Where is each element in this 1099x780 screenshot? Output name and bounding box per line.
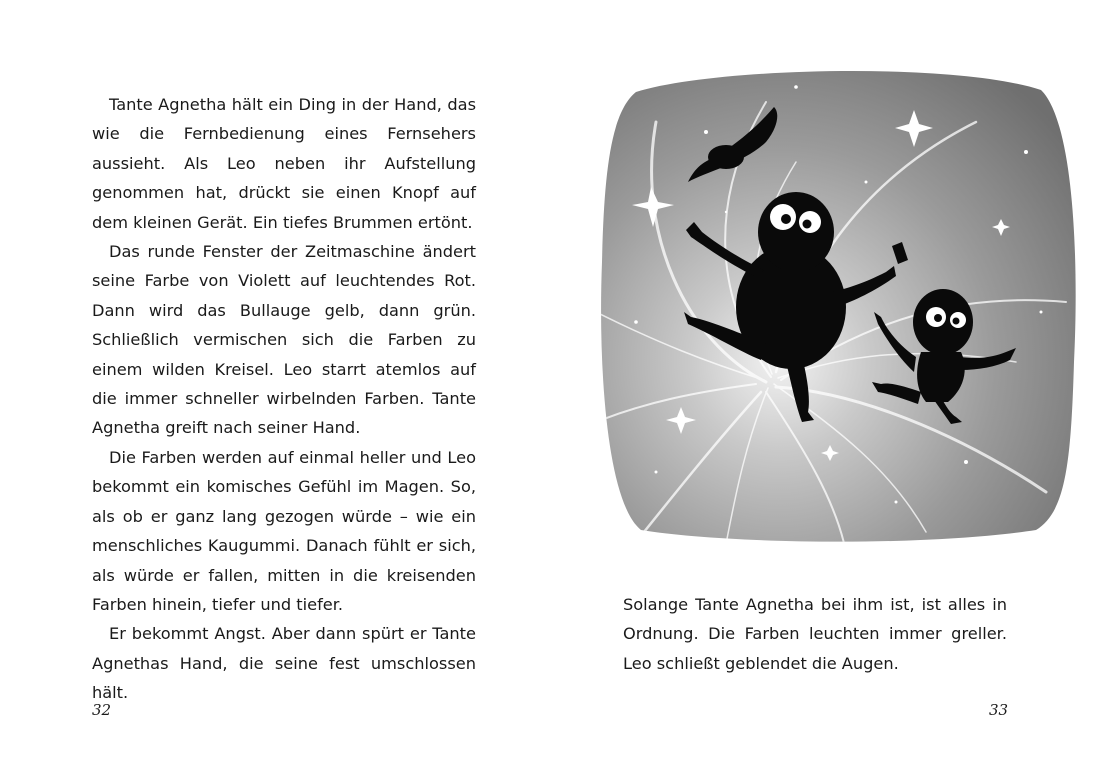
paragraph: Die Farben werden auf einmal heller und Leo bekommt ein komisches Gefühl im Magen. So, als ob er ganz lang gezogen würde – wie ein menschliches Kaugummi. Danach fühlt er sich, als würde er fallen, mitten in die kreisenden Farben hinein, tiefer und tiefer.	[92, 447, 476, 614]
paragraph: Das runde Fenster der Zeitmaschine ändert seine Farbe von Violett auf leuchtendes Rot. Dann wird das Bullauge gelb, dann grün. Schließlich vermischen sich die Farben zu einem wilden Kreisel. Leo starrt atemlos auf die immer schneller wirbelnden Farben. Tante Agnetha greift nach seiner Hand.	[92, 242, 476, 438]
paragraph: Tante Agnetha hält ein Ding in der Hand, das wie die Fernbedienung eines Fernsehers aussieht. Als Leo neben ihr Aufstellung genommen hat, drückt sie einen Knopf auf dem kleinen Gerät. Ein tiefes Brummen ertönt.	[92, 95, 476, 232]
page-number-left: 32	[92, 701, 112, 719]
time-vortex-illustration	[596, 62, 1079, 544]
page-number-right: 33	[989, 701, 1009, 719]
right-page	[549, 0, 1099, 780]
left-page-text	[92, 90, 476, 708]
paragraph: Solange Tante Agnetha bei ihm ist, ist alles in Ordnung. Die Farben leuchten immer greller. Leo schließt geblendet die Augen.	[623, 595, 1007, 673]
right-page-text	[623, 590, 1007, 678]
paragraph: Er bekommt Angst. Aber dann spürt er Tante Agnethas Hand, die seine fest umschlossen hält.	[92, 624, 476, 703]
left-page	[0, 0, 549, 780]
